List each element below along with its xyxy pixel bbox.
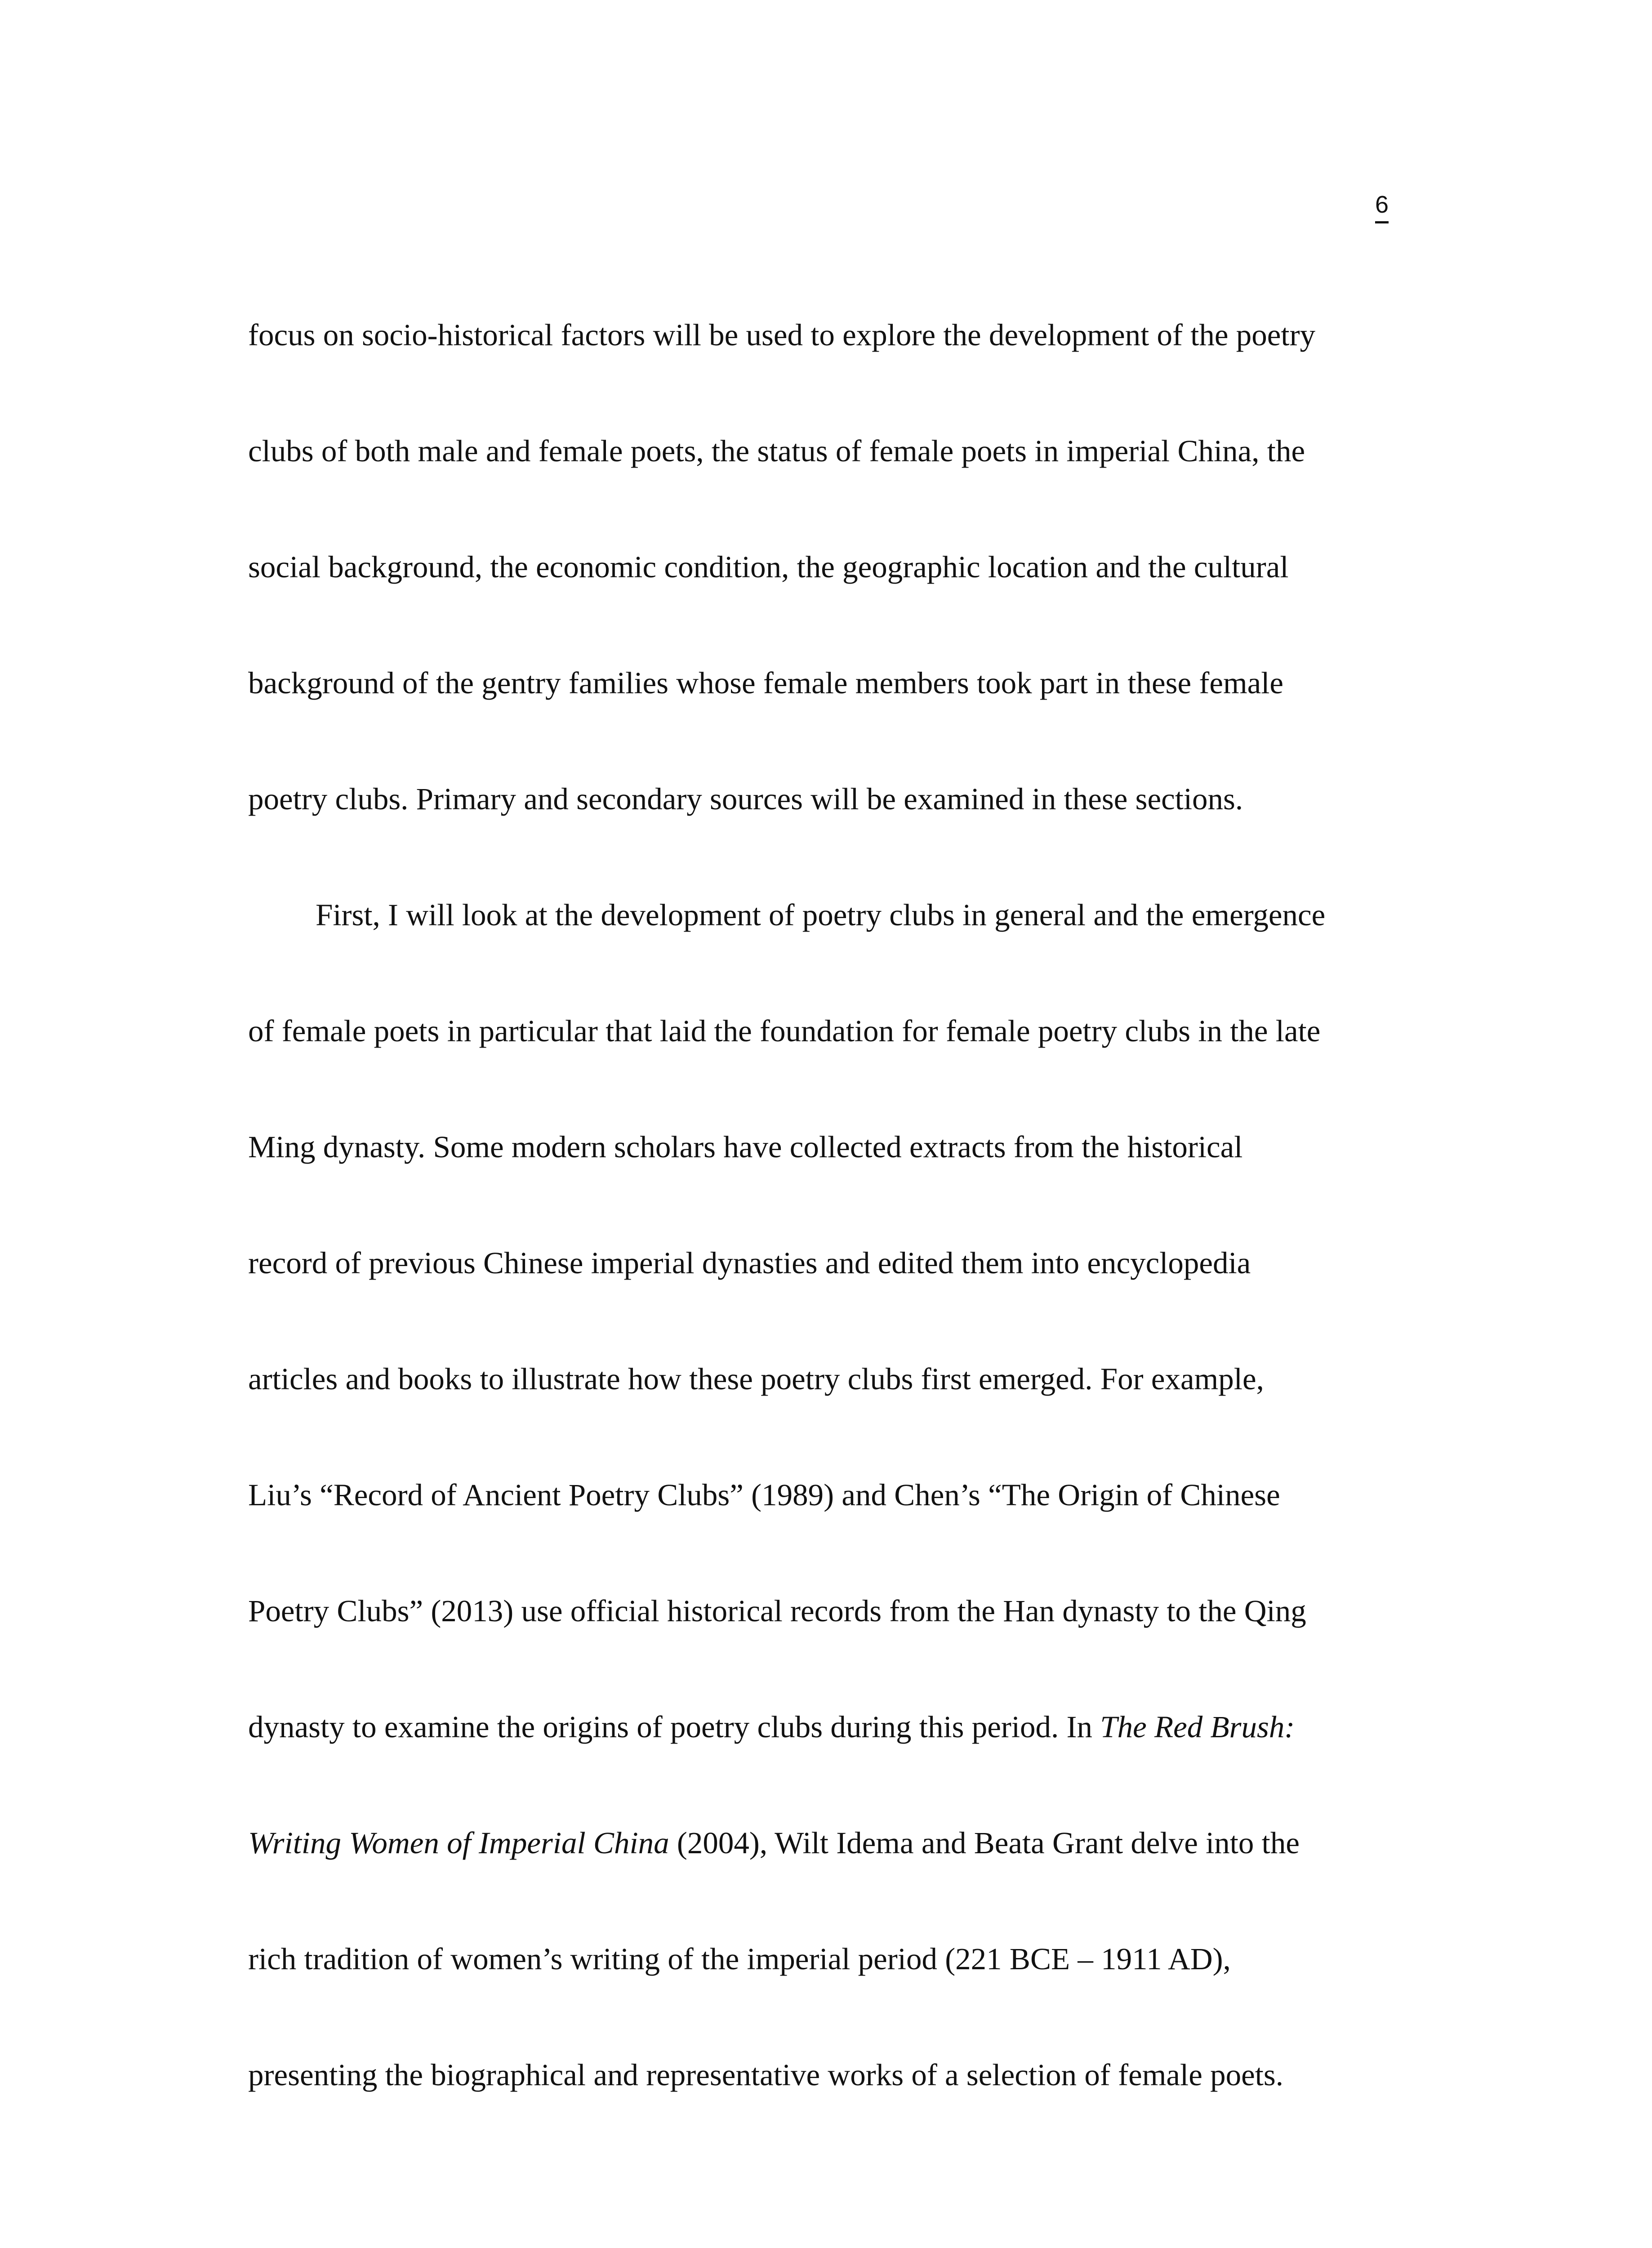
text-line: of female poets in particular that laid the foundation for female poetry clubs in the late (248, 1014, 1321, 1048)
text-line (248, 1820, 1390, 1936)
book-title-italic: Writing Women of Imperial China (248, 1826, 669, 1860)
text-line: clubs of both male and female poets, the status of female poets in imperial China, the (248, 434, 1305, 468)
text-segment: (2004), Wilt Idema and Beata Grant delve into the (669, 1826, 1300, 1860)
paragraph-first-line: First, I will look at the development of poetry clubs in general and the emergence (316, 898, 1326, 932)
text-line: Poetry Clubs” (2013) use official historical records from the Han dynasty to the Qing (248, 1594, 1306, 1628)
text-line: social background, the economic condition, the geographic location and the cultural (248, 550, 1289, 584)
text-line: Ming dynasty. Some modern scholars have collected extracts from the historical (248, 1130, 1243, 1164)
text-segment: dynasty to examine the origins of poetry clubs during this period. In (248, 1710, 1100, 1744)
page-number: 6 (1375, 192, 1389, 223)
text-line: presenting the biographical and representative works of a selection of female poets. (248, 2058, 1283, 2092)
body-text (248, 312, 1390, 2168)
text-line: Liu’s “Record of Ancient Poetry Clubs” (1989) and Chen’s “The Origin of Chinese (248, 1478, 1280, 1512)
text-line: rich tradition of women’s writing of the imperial period (221 BCE – 1911 AD), (248, 1942, 1231, 1976)
text-line: background of the gentry families whose female members took part in these female (248, 666, 1284, 700)
text-line: articles and books to illustrate how these poetry clubs first emerged. For example, (248, 1362, 1264, 1396)
text-line (248, 1704, 1390, 1820)
text-line: poetry clubs. Primary and secondary sources will be examined in these sections. (248, 782, 1243, 816)
text-line: record of previous Chinese imperial dynasties and edited them into encyclopedia (248, 1246, 1251, 1280)
text-line: focus on socio-historical factors will be used to explore the development of the poetry (248, 318, 1316, 352)
book-title-italic: The Red Brush: (1100, 1710, 1295, 1744)
